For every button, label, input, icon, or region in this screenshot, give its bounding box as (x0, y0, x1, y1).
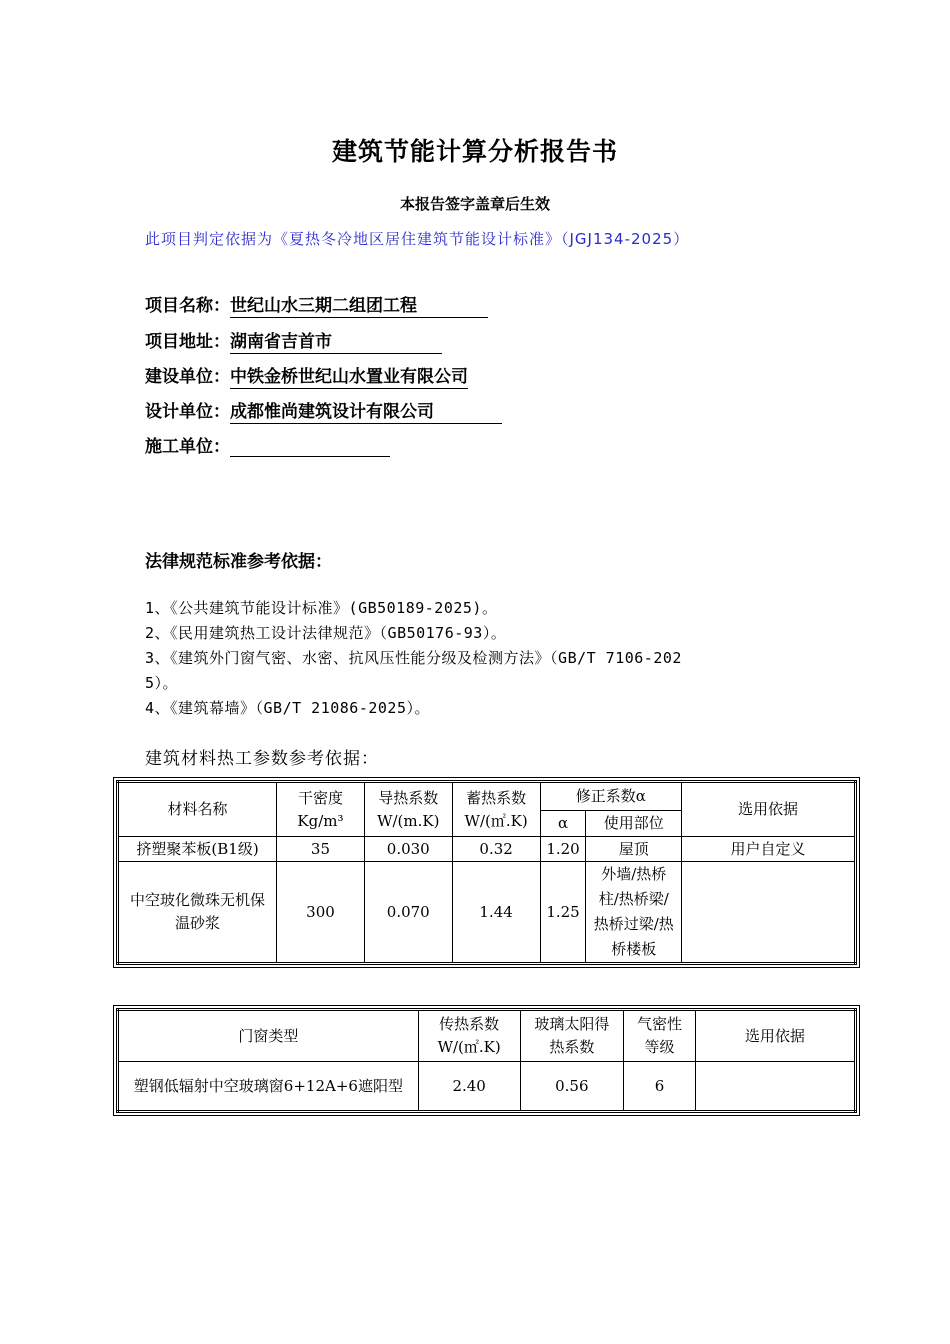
header-material-name: 材料名称 (118, 782, 277, 837)
cell-alpha: 1.20 (540, 837, 586, 862)
header-storage: 蓄热系数 W/(㎡.K) (452, 782, 540, 837)
cell-location: 外墙/热桥柱/热桥梁/热桥过梁/热桥楼板 (586, 862, 682, 964)
header-window-type: 门窗类型 (118, 1010, 419, 1062)
header-air-tightness: 气密性 等级 (624, 1010, 696, 1062)
header-basis: 选用依据 (682, 782, 856, 837)
cell-conductivity: 0.030 (364, 837, 452, 862)
cell-window-type: 塑钢低辐射中空玻璃窗6+12A+6遮阳型 (118, 1062, 419, 1112)
reference-item: 4、《建筑幕墙》（GB/T 21086-2025）。 (145, 699, 430, 717)
cell-basis: 用户自定义 (682, 837, 856, 862)
cell-solar-gain: 0.56 (520, 1062, 624, 1112)
header-solar-gain: 玻璃太阳得 热系数 (520, 1010, 624, 1062)
builder-value: 中铁金桥世纪山水置业有限公司 (230, 367, 468, 387)
cell-basis (682, 862, 856, 964)
header-heat-transfer: 传热系数 W/(㎡.K) (418, 1010, 520, 1062)
project-address-value: 湖南省吉首市 (230, 331, 442, 354)
header-alpha: α (540, 811, 586, 837)
reference-item: 3、《建筑外门窗气密、水密、抗风压性能分级及检测方法》（GB/T 7106-202 (145, 649, 682, 667)
table-row (118, 862, 856, 964)
construction-label: 施工单位： (145, 437, 230, 457)
document-subtitle: 本报告签字盖章后生效 (399, 195, 550, 213)
document-title: 建筑节能计算分析报告书 (331, 137, 618, 166)
materials-title: 建筑材料热工参数参考依据： (145, 749, 379, 769)
construction-value (230, 434, 390, 457)
construction-row (145, 432, 390, 458)
builder-label: 建设单位： (145, 367, 230, 387)
judgement-basis: 此项目判定依据为《夏热冬冷地区居住建筑节能设计标准》（JGJ134-2025） (145, 230, 690, 248)
designer-label: 设计单位： (145, 402, 230, 422)
cell-window-basis (695, 1062, 855, 1112)
windows-table (116, 1008, 857, 1113)
cell-storage: 0.32 (452, 837, 540, 862)
header-location: 使用部位 (586, 811, 682, 837)
cell-density: 300 (277, 862, 365, 964)
project-name-value: 世纪山水三期二组团工程 (230, 295, 488, 318)
cell-location: 屋顶 (586, 837, 682, 862)
designer-value: 成都惟尚建筑设计有限公司 (230, 401, 502, 424)
header-density: 干密度 Kg/m³ (277, 782, 365, 837)
references-title: 法律规范标准参考依据： (145, 552, 332, 572)
cell-name: 中空玻化微珠无机保温砂浆 (118, 862, 277, 964)
cell-conductivity: 0.070 (364, 862, 452, 964)
project-address-label: 项目地址： (145, 332, 230, 352)
cell-density: 35 (277, 837, 365, 862)
cell-heat-transfer: 2.40 (418, 1062, 520, 1112)
project-name-label: 项目名称： (145, 296, 230, 316)
reference-item: 2、《民用建筑热工设计法律规范》（GB50176-93）。 (145, 624, 507, 642)
reference-item: 5）。 (145, 674, 179, 692)
cell-name: 挤塑聚苯板(B1级) (118, 837, 277, 862)
header-correction: 修正系数α (540, 782, 681, 811)
header-conductivity: 导热系数 W/(m.K) (364, 782, 452, 837)
cell-air-tightness: 6 (624, 1062, 696, 1112)
materials-table (116, 780, 857, 965)
header-window-basis: 选用依据 (695, 1010, 855, 1062)
project-name-row (145, 291, 488, 317)
cell-storage: 1.44 (452, 862, 540, 964)
designer-row (145, 397, 502, 423)
project-address-row (145, 327, 442, 353)
table-row (118, 837, 856, 862)
reference-item: 1、《公共建筑节能设计标准》(GB50189-2025)。 (145, 599, 498, 617)
builder-row (145, 362, 468, 388)
table-row (118, 1062, 856, 1112)
cell-alpha: 1.25 (540, 862, 586, 964)
